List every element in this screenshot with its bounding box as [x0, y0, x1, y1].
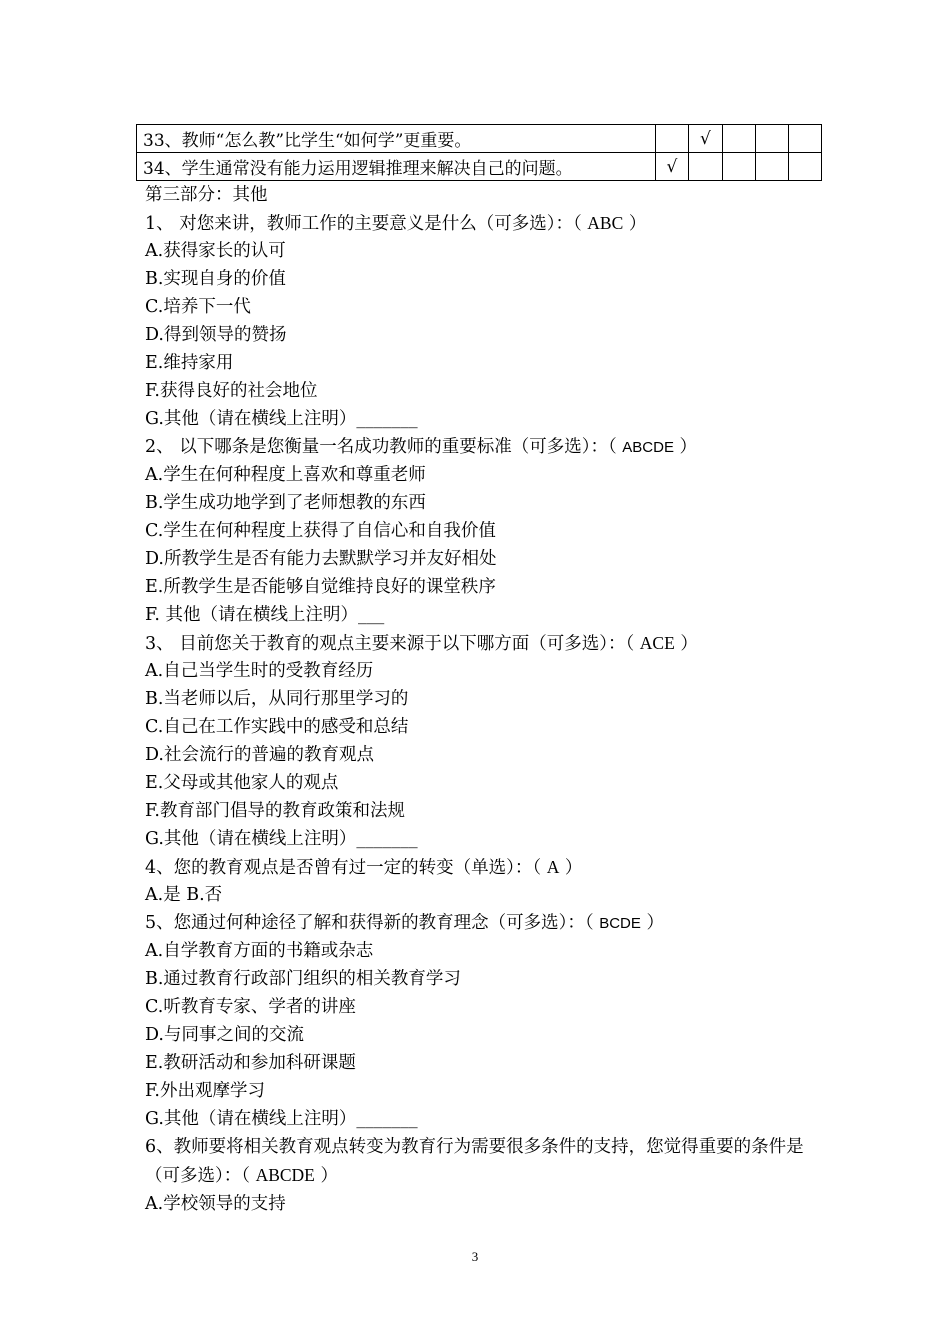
mark-cell [689, 153, 722, 181]
option: D.得到领导的赞扬 [145, 325, 287, 345]
option: A.学生在何种程度上喜欢和尊重老师 [145, 465, 426, 485]
option: F.获得良好的社会地位 [145, 381, 318, 401]
question-close: ） [640, 913, 664, 933]
question-3 [145, 629, 825, 657]
option: C.自己在工作实践中的感受和总结 [145, 717, 409, 737]
mark-cell: √ [689, 125, 722, 153]
mark-cell [722, 125, 755, 153]
option: C.培养下一代 [145, 297, 251, 317]
option: G.其他（请在横线上注明）_______ [145, 1109, 418, 1129]
option: F. 其他（请在横线上注明）___ [145, 605, 385, 625]
option: B.当老师以后，从同行那里学习的 [145, 689, 409, 709]
question-close: ） [674, 634, 698, 654]
option: A.自学教育方面的书籍或杂志 [145, 941, 374, 961]
question-cell: 34、学生通常没有能力运用逻辑推理来解决自己的问题。 [137, 153, 656, 181]
question-close: ） [623, 214, 647, 234]
survey-table [136, 124, 822, 181]
answer: A [546, 857, 560, 877]
question-cell: 33、教师“怎么教”比学生“如何学”更重要。 [137, 125, 656, 153]
question-1 [145, 209, 825, 237]
option: C.学生在何种程度上获得了自信心和自我价值 [145, 521, 496, 541]
question-text: 2、 以下哪条是您衡量一名成功教师的重要标准（可多选）：（ [145, 437, 623, 457]
option: A.自己当学生时的受教育经历 [145, 661, 374, 681]
question-close: ） [559, 858, 583, 878]
option: A.学校领导的支持 [145, 1194, 286, 1214]
answer: ABCDE [622, 439, 674, 456]
mark-cell [722, 153, 755, 181]
option: G.其他（请在横线上注明）_______ [145, 829, 418, 849]
question-close: ） [314, 1166, 338, 1186]
question-2 [145, 433, 825, 461]
question-text: 4、您的教育观点是否曾有过一定的转变（单选）：（ [145, 858, 547, 878]
question-5 [145, 909, 825, 937]
mark-cell [788, 125, 821, 153]
table-row [137, 125, 822, 153]
option: D.与同事之间的交流 [145, 1025, 304, 1045]
question-text: 6、教师要将相关教育观点转变为教育行为需要很多条件的支持，您觉得重要的条件是（可多选）：（ [145, 1137, 804, 1186]
option: D.所教学生是否有能力去默默学习并友好相处 [145, 549, 497, 569]
section-title: 第三部分：其他 [145, 185, 268, 205]
option: B.学生成功地学到了老师想教的东西 [145, 493, 426, 513]
option: E.维持家用 [145, 353, 234, 373]
page-number: 3 [471, 1249, 479, 1264]
option: E.父母或其他家人的观点 [145, 773, 339, 793]
option: C.听教育专家、学者的讲座 [145, 997, 356, 1017]
mark-cell [755, 125, 788, 153]
option: D.社会流行的普遍的教育观点 [145, 745, 374, 765]
mark-cell [655, 125, 688, 153]
option: E.所教学生是否能够自觉维持良好的课堂秩序 [145, 577, 496, 597]
mark-cell [755, 153, 788, 181]
option: F.外出观摩学习 [145, 1081, 265, 1101]
table-row [137, 153, 822, 181]
mark-cell [788, 153, 821, 181]
option: B.实现自身的价值 [145, 269, 286, 289]
answer: ABC [587, 213, 624, 233]
question-text: 3、 目前您关于教育的观点主要来源于以下哪方面（可多选）：（ [145, 634, 640, 654]
survey-content [145, 181, 825, 1218]
mark-cell: √ [655, 153, 688, 181]
question-6 [145, 1133, 825, 1190]
option: B.通过教育行政部门组织的相关教育学习 [145, 969, 461, 989]
option: G.其他（请在横线上注明）_______ [145, 409, 418, 429]
question-4 [145, 853, 825, 881]
option: A.获得家长的认可 [145, 241, 286, 261]
answer: ABCDE [255, 1165, 315, 1185]
question-text: 1、 对您来讲，教师工作的主要意义是什么（可多选）：（ [145, 214, 588, 234]
question-text: 5、您通过何种途径了解和获得新的教育理念（可多选）：（ [145, 913, 600, 933]
answer: BCDE [599, 915, 641, 932]
question-close: ） [673, 437, 698, 457]
answer: ACE [639, 633, 675, 653]
option: F.教育部门倡导的教育政策和法规 [145, 801, 405, 821]
option: E.教研活动和参加科研课题 [145, 1053, 356, 1073]
option: A.是 B.否 [145, 885, 223, 905]
